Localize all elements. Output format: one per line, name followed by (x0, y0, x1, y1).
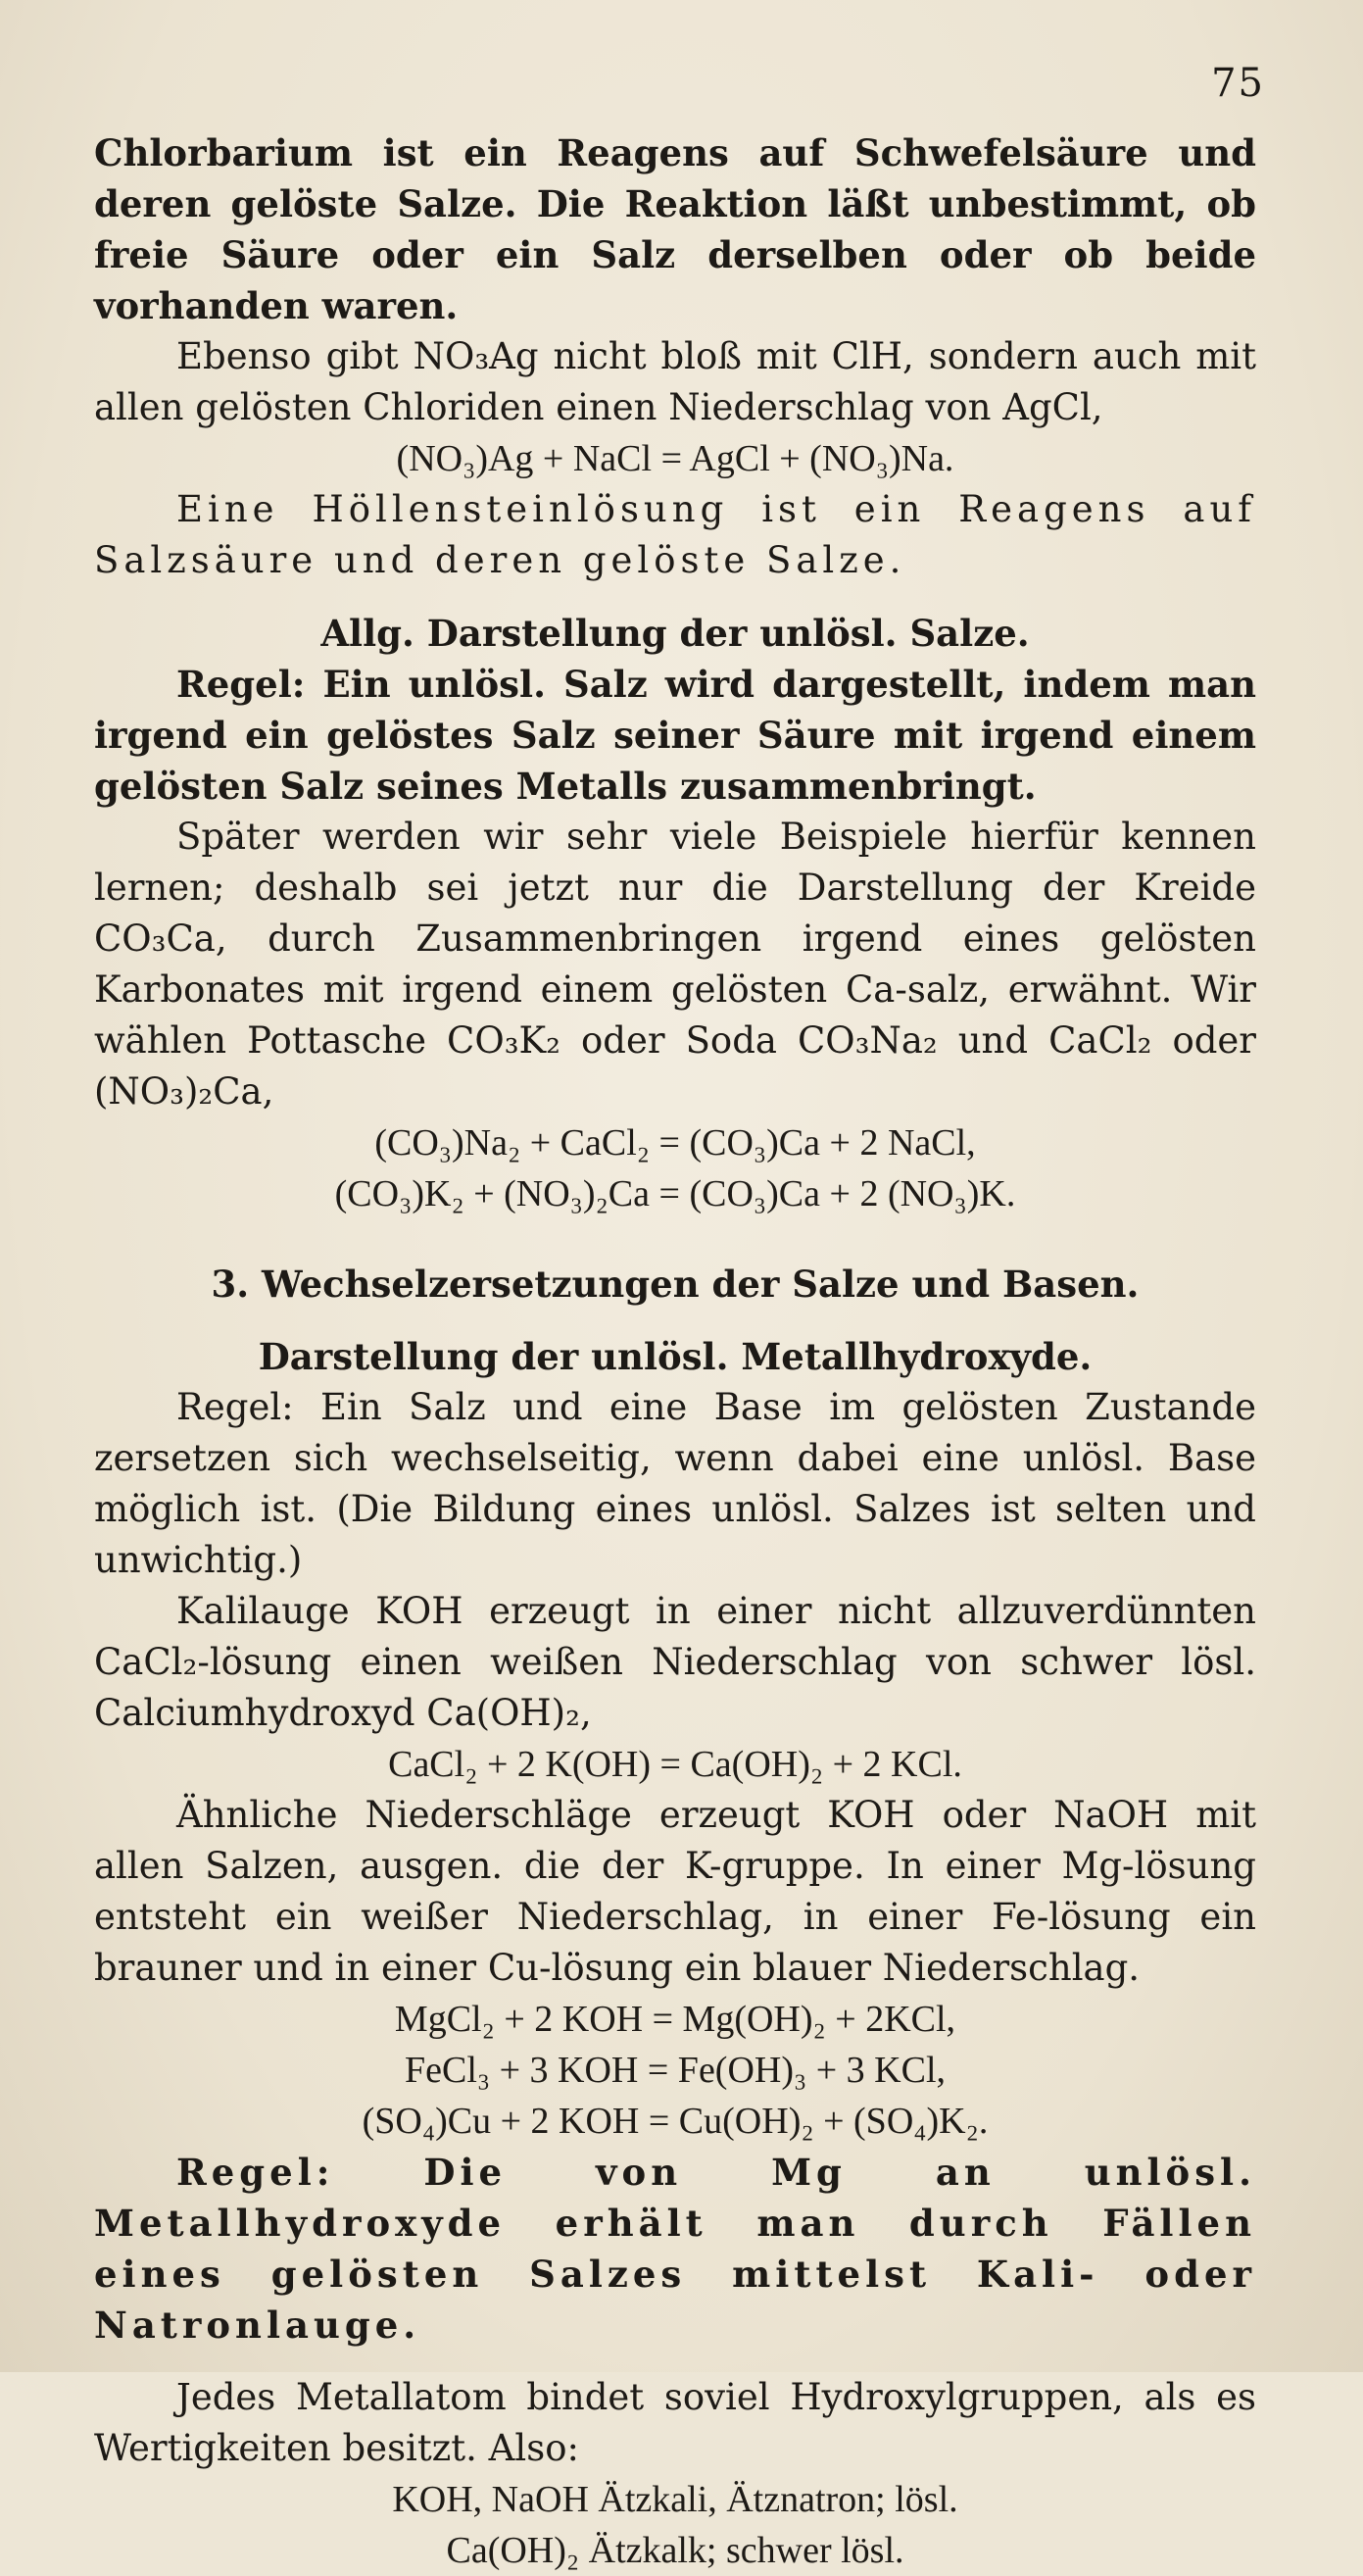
paragraph-kalilauge: Kalilauge KOH erzeugt in einer nicht allzuverdünnten CaCl₂-lösung einen weißen Niederschlag von schwer lösl. Calciumhydroxyd Ca(OH)₂, (94, 1590, 1256, 1734)
page-body (94, 127, 1256, 2576)
equation-mgcl2: MgCl₂ + 2 KOH = Mg(OH)₂ + 2KCl, (394, 1999, 956, 2040)
page-number: 75 (1211, 61, 1265, 106)
paragraph-hoellenstein: Eine Höllensteinlösung ist ein Reagens auf Salzsäure und deren gelöste Salze. (94, 488, 1256, 581)
heading-allg-darstellung: Allg. Darstellung der unlösl. Salze. (320, 612, 1030, 655)
rule-unloesl-salz: Regel: Ein unlösl. Salz wird dargestellt, indem man irgend ein gelöstes Salz seiner Säure mit irgend einem gelösten Salz seines Metalls zusammenbringt. (94, 663, 1256, 808)
equation-koh-naoh: KOH, NaOH Ätzkali, Ätznatron; lösl. (392, 2479, 958, 2520)
heading-wechselzersetzungen: 3. Wechselzersetzungen der Salze und Basen. (211, 1263, 1140, 1306)
equation-pottasche: (CO₃)K₂ + (NO₃)₂Ca = (CO₃)Ca + 2 (NO₃)K. (334, 1173, 1016, 1214)
paragraph-kreide: Später werden wir sehr viele Beispiele hierfür kennen lernen; deshalb sei jetzt nur die Darstellung der Kreide CO₃Ca, durch Zusammenbringen irgend eines gelösten Karbonates mit irgend einem gelösten Ca-salz, erwähnt. Wir wählen Pottasche CO₃K₂ oder Soda CO₃Na₂ und CaCl₂ oder (NO₃)₂Ca, (94, 816, 1256, 1113)
paragraph-chlorbarium: Chlorbarium ist ein Reagens auf Schwefelsäure und deren gelöste Salze. Die Reaktion läßt unbestimmt, ob freie Säure oder ein Salz derselben oder ob beide vorhanden waren. (94, 131, 1256, 327)
equation-agcl: (NO₃)Ag + NaCl = AgCl + (NO₃)Na. (396, 438, 954, 479)
equation-fecl3: FeCl₃ + 3 KOH = Fe(OH)₃ + 3 KCl, (404, 2050, 947, 2091)
rule-salz-base: Regel: Ein Salz und eine Base im gelösten Zustande zersetzen sich wechselseitig, wenn dabei eine unlösl. Base möglich ist. (Die Bildung eines unlösl. Salzes ist selten und unwichtig.) (94, 1386, 1256, 1581)
paragraph-no3ag: Ebenso gibt NO₃Ag nicht bloß mit ClH, sondern auch mit allen gelösten Chloriden einen Niederschlag von AgCl, (94, 335, 1256, 428)
equation-caoh2: Ca(OH)₂ Ätzkalk; schwer lösl. (446, 2530, 904, 2571)
equation-so4cu: (SO₄)Cu + 2 KOH = Cu(OH)₂ + (SO₄)K₂. (362, 2101, 989, 2142)
heading-metallhydroxyde: Darstellung der unlösl. Metallhydroxyde. (258, 1335, 1093, 1378)
paragraph-niederschlaege: Ähnliche Niederschläge erzeugt KOH oder NaOH mit allen Salzen, ausgen. die der K-gruppe. In einer Mg-lösung entsteht ein weißer Niederschlag, in einer Fe-lösung ein brauner und in einer Cu-lösung ein blauer Niederschlag. (94, 1794, 1256, 1989)
equation-cacl2: CaCl₂ + 2 K(OH) = Ca(OH)₂ + 2 KCl. (388, 1744, 962, 1785)
equation-soda: (CO₃)Na₂ + CaCl₂ = (CO₃)Ca + 2 NaCl, (374, 1122, 976, 1164)
paragraph-hydroxylgruppen: Jedes Metallatom bindet soviel Hydroxylgruppen, als es Wertigkeiten besitzt. Also: (94, 2376, 1256, 2469)
rule-metallhydroxyde: Regel: Die von Mg an unlösl. Metallhydroxyde erhält man durch Fällen eines gelösten Salzes mittelst Kali- oder Natronlauge. (94, 2151, 1256, 2347)
